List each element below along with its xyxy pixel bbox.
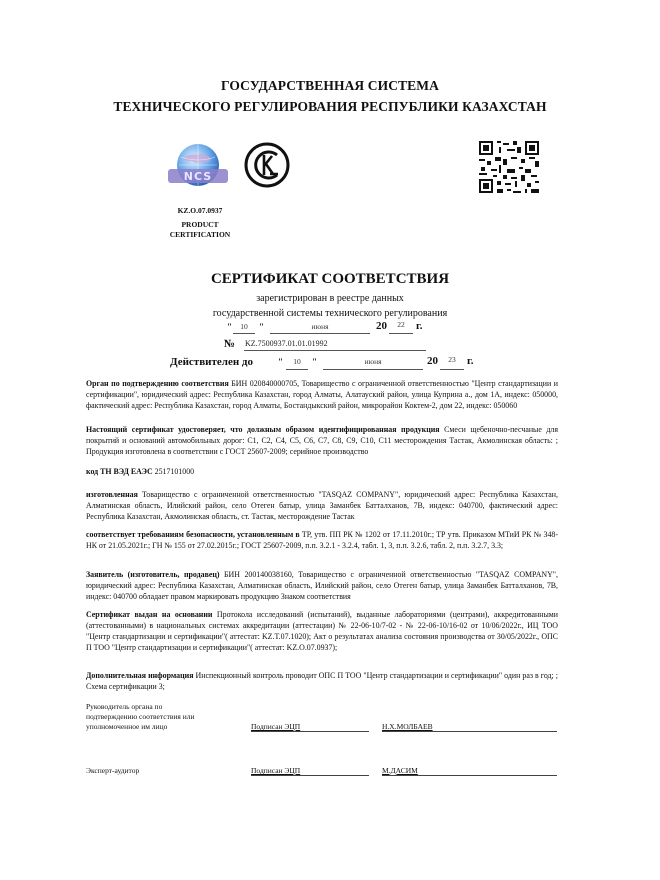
section-text: ТР, утв. ПП РК № 1202 от 17.11.2010г.; ТР утв. Приказом МТиИ РК № 348-НК от 21.05.2021г.; ГН № 155 от 27.02.2015г.; ГОСТ 25607-2009, п.п. 3.2.1 - 3.2.4, табл. 1, 3, п.п. 3.2.6, табл. 2, п.п. 3.2.7, 3.3; (86, 530, 558, 550)
section-product (86, 424, 558, 457)
section-label: изготовленная (86, 490, 138, 499)
reg-year-unit: г. (416, 320, 423, 332)
section-basis (86, 609, 558, 653)
header-line-2: ТЕХНИЧЕСКОГО РЕГУЛИРОВАНИЯ РЕСПУБЛИКИ КАЗАХСТАН (113, 99, 547, 114)
reg-day: 10 (240, 322, 248, 331)
valid-label: Действителен до (170, 356, 253, 368)
section-label: Орган по подтверждению соответствия (86, 379, 229, 388)
section-label: Настоящий сертификат удостоверяет, что должным образом идентифицированная продукция (86, 425, 440, 434)
qr-code-icon[interactable] (475, 137, 543, 197)
kt-conformity-mark-icon (243, 141, 291, 189)
certification-label: CERTIFICATION (169, 230, 231, 239)
accreditation-code: KZ.O.07.0937 (177, 206, 223, 215)
ncs-logo-icon (165, 143, 231, 193)
certificate-title: СЕРТИФИКАТ СООТВЕТСТВИЯ (210, 271, 450, 287)
signer-role-line-3: уполномоченное им лицо (86, 722, 168, 731)
valid-year-unit: г. (467, 355, 474, 367)
certificate-number: KZ.7500937.01.01.01992 (245, 339, 328, 348)
number-label: № (224, 338, 236, 350)
signature-status: Подписан ЭЦП (251, 722, 369, 732)
section-text: БИН 200140038160, Товарищество с ограниченной ответственностью "TASQAZ COMPANY", юридический адрес: Республика Казахстан, Алматинская область, Илийский район, село Отеген батыр, улица Заманбек Батталханов, 7В, индекс: 040700 обладает правом маркировать продукцию Знаком соответствия (86, 570, 558, 601)
signer-role-line-1: Эксперт-аудитор (86, 766, 140, 775)
section-label: Заявитель (изготовитель, продавец) (86, 570, 220, 579)
section-additional-info (86, 670, 558, 692)
product-label: PRODUCT (181, 220, 219, 229)
section-text: БИН 020840000705, Товарищество с ограниченной ответственностью "Центр стандартизации и сертификации", юридический адрес: Республика Казахстан, город Алматы, Алатауский район, улица Куприна а., дом 1А, индекс: 050000, фактический адрес: Республика Казахстан, город Алматы, Бостандыкский район, микрорайон Коктем-2, дом 22, индекс: 050060 (86, 379, 558, 410)
signature-status: Подписан ЭЦП (251, 766, 369, 776)
reg-year-prefix: 20 (376, 320, 387, 332)
section-applicant (86, 569, 558, 602)
section-tn-ved-code (86, 466, 558, 477)
valid-day: 10 (293, 357, 301, 366)
signer-role-line-2: подтверждению соответствия или (86, 712, 195, 721)
quote-close: " (259, 322, 264, 332)
quote-close: " (312, 357, 317, 367)
section-text: Протокола исследований (испытаний), выданные лабораториями (центрами), аккредитованными (аттестованными) в национальных системах аккредитации (аттестации) № 22-06-10/7-02 - № 22-06-10/16-02 от 10/06/2022г., ИЦ ТОО "Центр стандартизации и сертификации"( аттестат: KZ.T.07.1020); Акт о результатах анализа состояния производства от 30/05/2022г., ОПС П ТОО "Центр стандартизации и сертификации"( аттестат: KZ.O.07.0937); (86, 610, 558, 652)
reg-month: июня (311, 322, 329, 331)
signer-name: Н.Х.МОЛБАЕВ (382, 722, 557, 732)
section-label: соответствует требованиям безопасности, установленным в (86, 530, 300, 539)
section-text: Смеси щебеночно-песчаные для покрытий и оснований автомобильных дорог: С1, С2, С4, С5, С6, С7, С8, С9, С10, С11 месторождения Тастак, Акмолинская область: ; Продукция изготовлена в соответствии с ГОСТ 25607-2009; серийное производство (86, 425, 558, 456)
section-requirements (86, 529, 558, 551)
section-text: 2517101000 (152, 467, 195, 476)
section-text: Товарищество с ограниченной ответственностью "TASQAZ COMPANY", юридический адрес: Республика Казахстан, Алматинская область, Илийский район, село Отеген батыр, улица Заманбек Батталханов, 7В, индекс: 040700, фактический адрес: Республика Казахстан, Акмолинская область, ст. Тастак, месторождение Тастак (86, 490, 558, 521)
ncs-logo-text: NCS (183, 170, 213, 183)
section-text: Инспекционный контроль проводит ОПС П ТОО "Центр стандартизации и сертификации" один раз в год; ; Схема сертификации 3; (86, 671, 559, 691)
quote-open: " (227, 322, 232, 332)
valid-month: июня (364, 357, 382, 366)
section-manufacturer (86, 489, 558, 522)
signer-name: М.ДАСИМ (382, 766, 557, 776)
section-certification-body (86, 378, 558, 411)
valid-year-prefix: 20 (427, 355, 438, 367)
header-line-1: ГОСУДАРСТВЕННАЯ СИСТЕМА (221, 78, 439, 93)
signer-role-line-1: Руководитель органа по (86, 702, 163, 711)
section-label: код ТН ВЭД ЕАЭС (86, 467, 153, 476)
registered-line-2: государственной системы технического регулирования (212, 308, 448, 319)
quote-open: " (278, 357, 283, 367)
section-label: Дополнительная информация (86, 671, 194, 680)
registered-line-1: зарегистрирован в реестре данных (256, 293, 404, 304)
section-label: Сертификат выдан на основании (86, 610, 213, 619)
reg-year-suffix: 22 (397, 320, 405, 329)
valid-year-suffix: 23 (448, 355, 456, 364)
